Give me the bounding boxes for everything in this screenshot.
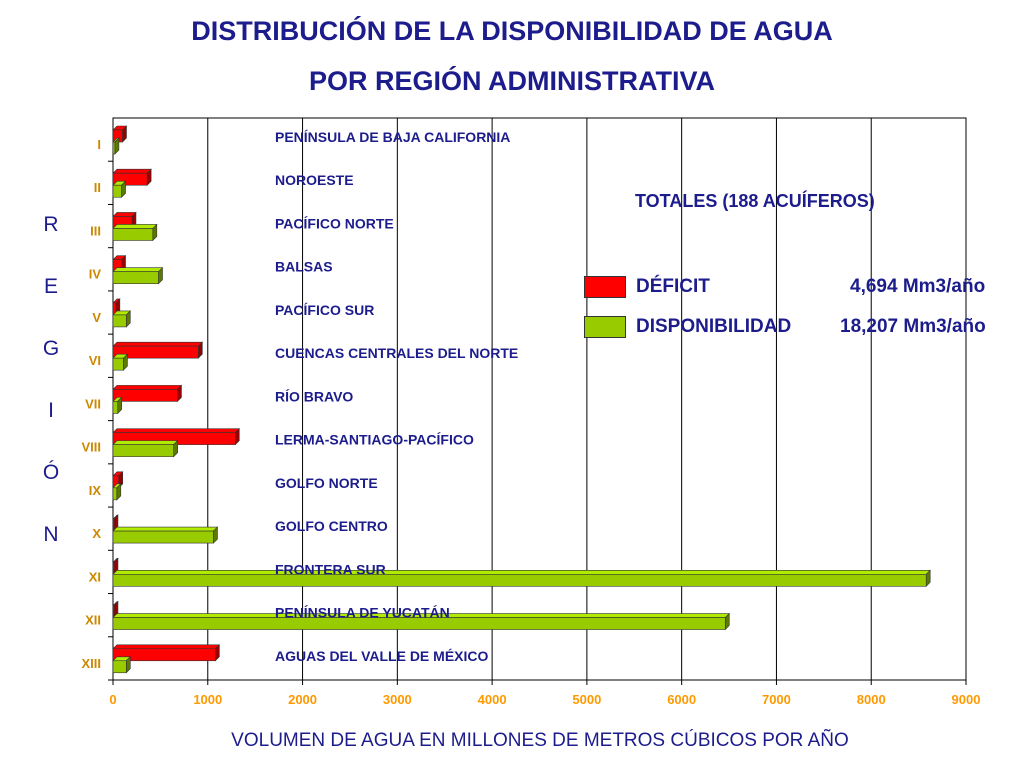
- category-label: VI: [88, 353, 101, 369]
- category-label: VIII: [81, 439, 101, 455]
- legend-value-deficit: 4,694 Mm3/año: [850, 276, 986, 297]
- legend-swatch-deficit: [584, 276, 626, 298]
- category-label: IV: [88, 266, 101, 282]
- x-tick-label: 7000: [761, 692, 791, 707]
- region-name-label: CUENCAS CENTRALES DEL NORTE: [275, 345, 519, 362]
- y-axis-label-letter: Ó: [42, 461, 60, 484]
- y-axis-label-letter: N: [43, 523, 59, 546]
- bar-disponibilidad: [113, 661, 126, 673]
- category-label: II: [93, 180, 101, 196]
- region-name-label: LERMA-SANTIAGO-PACÍFICO: [275, 431, 474, 448]
- bar-deficit-top: [113, 645, 219, 649]
- x-tick-label: 1000: [193, 692, 223, 707]
- bar-disponibilidad-top: [113, 527, 217, 531]
- category-label: XI: [88, 569, 101, 585]
- bar-deficit-top: [113, 385, 181, 389]
- legend-label-deficit: DÉFICIT: [636, 276, 710, 297]
- x-tick-label: 6000: [667, 692, 697, 707]
- y-axis-label-letter: R: [43, 213, 59, 236]
- bar-deficit-top: [113, 429, 239, 433]
- legend-label-disponibilidad: DISPONIBILIDAD: [636, 316, 792, 337]
- y-axis-label-letter: I: [48, 399, 54, 422]
- y-axis-label-letter: G: [42, 337, 60, 360]
- category-label: X: [92, 526, 101, 542]
- bar-deficit-top: [113, 342, 202, 346]
- bar-deficit: [113, 389, 177, 401]
- bar-disponibilidad-top: [113, 224, 157, 228]
- bar-disponibilidad: [113, 228, 153, 240]
- bar-disponibilidad: [113, 358, 123, 370]
- category-label: I: [97, 137, 101, 152]
- bar-disponibilidad: [113, 185, 122, 197]
- bar-disponibilidad-top: [113, 570, 930, 574]
- category-label: V: [92, 309, 101, 325]
- bar-disponibilidad: [113, 445, 174, 457]
- bar-disponibilidad: [113, 142, 115, 154]
- category-label: VII: [85, 396, 101, 412]
- region-name-label: GOLFO CENTRO: [275, 518, 388, 535]
- bar-disponibilidad-top: [113, 441, 178, 445]
- x-tick-label: 3000: [382, 692, 412, 707]
- y-axis-label-letter: E: [43, 275, 58, 298]
- legend-value-disponibilidad: 18,207 Mm3/año: [840, 316, 986, 337]
- category-label: III: [90, 223, 101, 239]
- region-name-label: PACÍFICO NORTE: [275, 215, 394, 232]
- category-label: XII: [85, 612, 101, 628]
- x-tick-label: 4000: [477, 692, 507, 707]
- region-name-label: AGUAS DEL VALLE DE MÉXICO: [275, 647, 489, 664]
- x-tick-label: 0: [109, 692, 117, 707]
- bar-deficit: [113, 562, 114, 574]
- bar-deficit: [113, 519, 114, 531]
- bar-disponibilidad: [113, 272, 158, 284]
- chart-title-line2: POR REGIÓN ADMINISTRATIVA: [308, 66, 715, 96]
- region-name-label: PENÍNSULA DE YUCATÁN: [275, 604, 450, 621]
- x-axis-label: VOLUMEN DE AGUA EN MILLONES DE METROS CÚBICOS POR AÑO: [231, 730, 849, 751]
- region-name-label: FRONTERA SUR: [275, 561, 386, 578]
- bar-disponibilidad: [113, 315, 126, 327]
- bar-disponibilidad: [113, 531, 213, 543]
- region-name-label: GOLFO NORTE: [275, 474, 378, 491]
- bar-disponibilidad: [113, 488, 117, 500]
- x-tick-label: 8000: [856, 692, 886, 707]
- region-name-label: NOROESTE: [275, 172, 354, 189]
- category-label: IX: [88, 482, 101, 498]
- x-tick-label: 9000: [951, 692, 981, 707]
- region-name-label: RÍO BRAVO: [275, 388, 354, 405]
- region-name-label: PACÍFICO SUR: [275, 301, 375, 318]
- category-label: XIII: [81, 655, 101, 671]
- region-name-label: BALSAS: [275, 258, 333, 275]
- region-name-label: PENÍNSULA DE BAJA CALIFORNIA: [275, 129, 511, 145]
- legend-totals: TOTALES (188 ACUÍFEROS): [635, 191, 875, 211]
- chart-title-line1: DISTRIBUCIÓN DE LA DISPONIBILIDAD DE AGUA: [191, 16, 833, 46]
- legend-swatch-disponibilidad: [584, 316, 626, 338]
- bar-disponibilidad-top: [113, 268, 162, 272]
- x-tick-label: 5000: [572, 692, 602, 707]
- bar-deficit-top: [113, 169, 151, 173]
- x-tick-label: 2000: [288, 692, 318, 707]
- bar-disponibilidad: [113, 401, 118, 413]
- bar-disponibilidad: [113, 574, 926, 586]
- bar-deficit: [113, 606, 114, 618]
